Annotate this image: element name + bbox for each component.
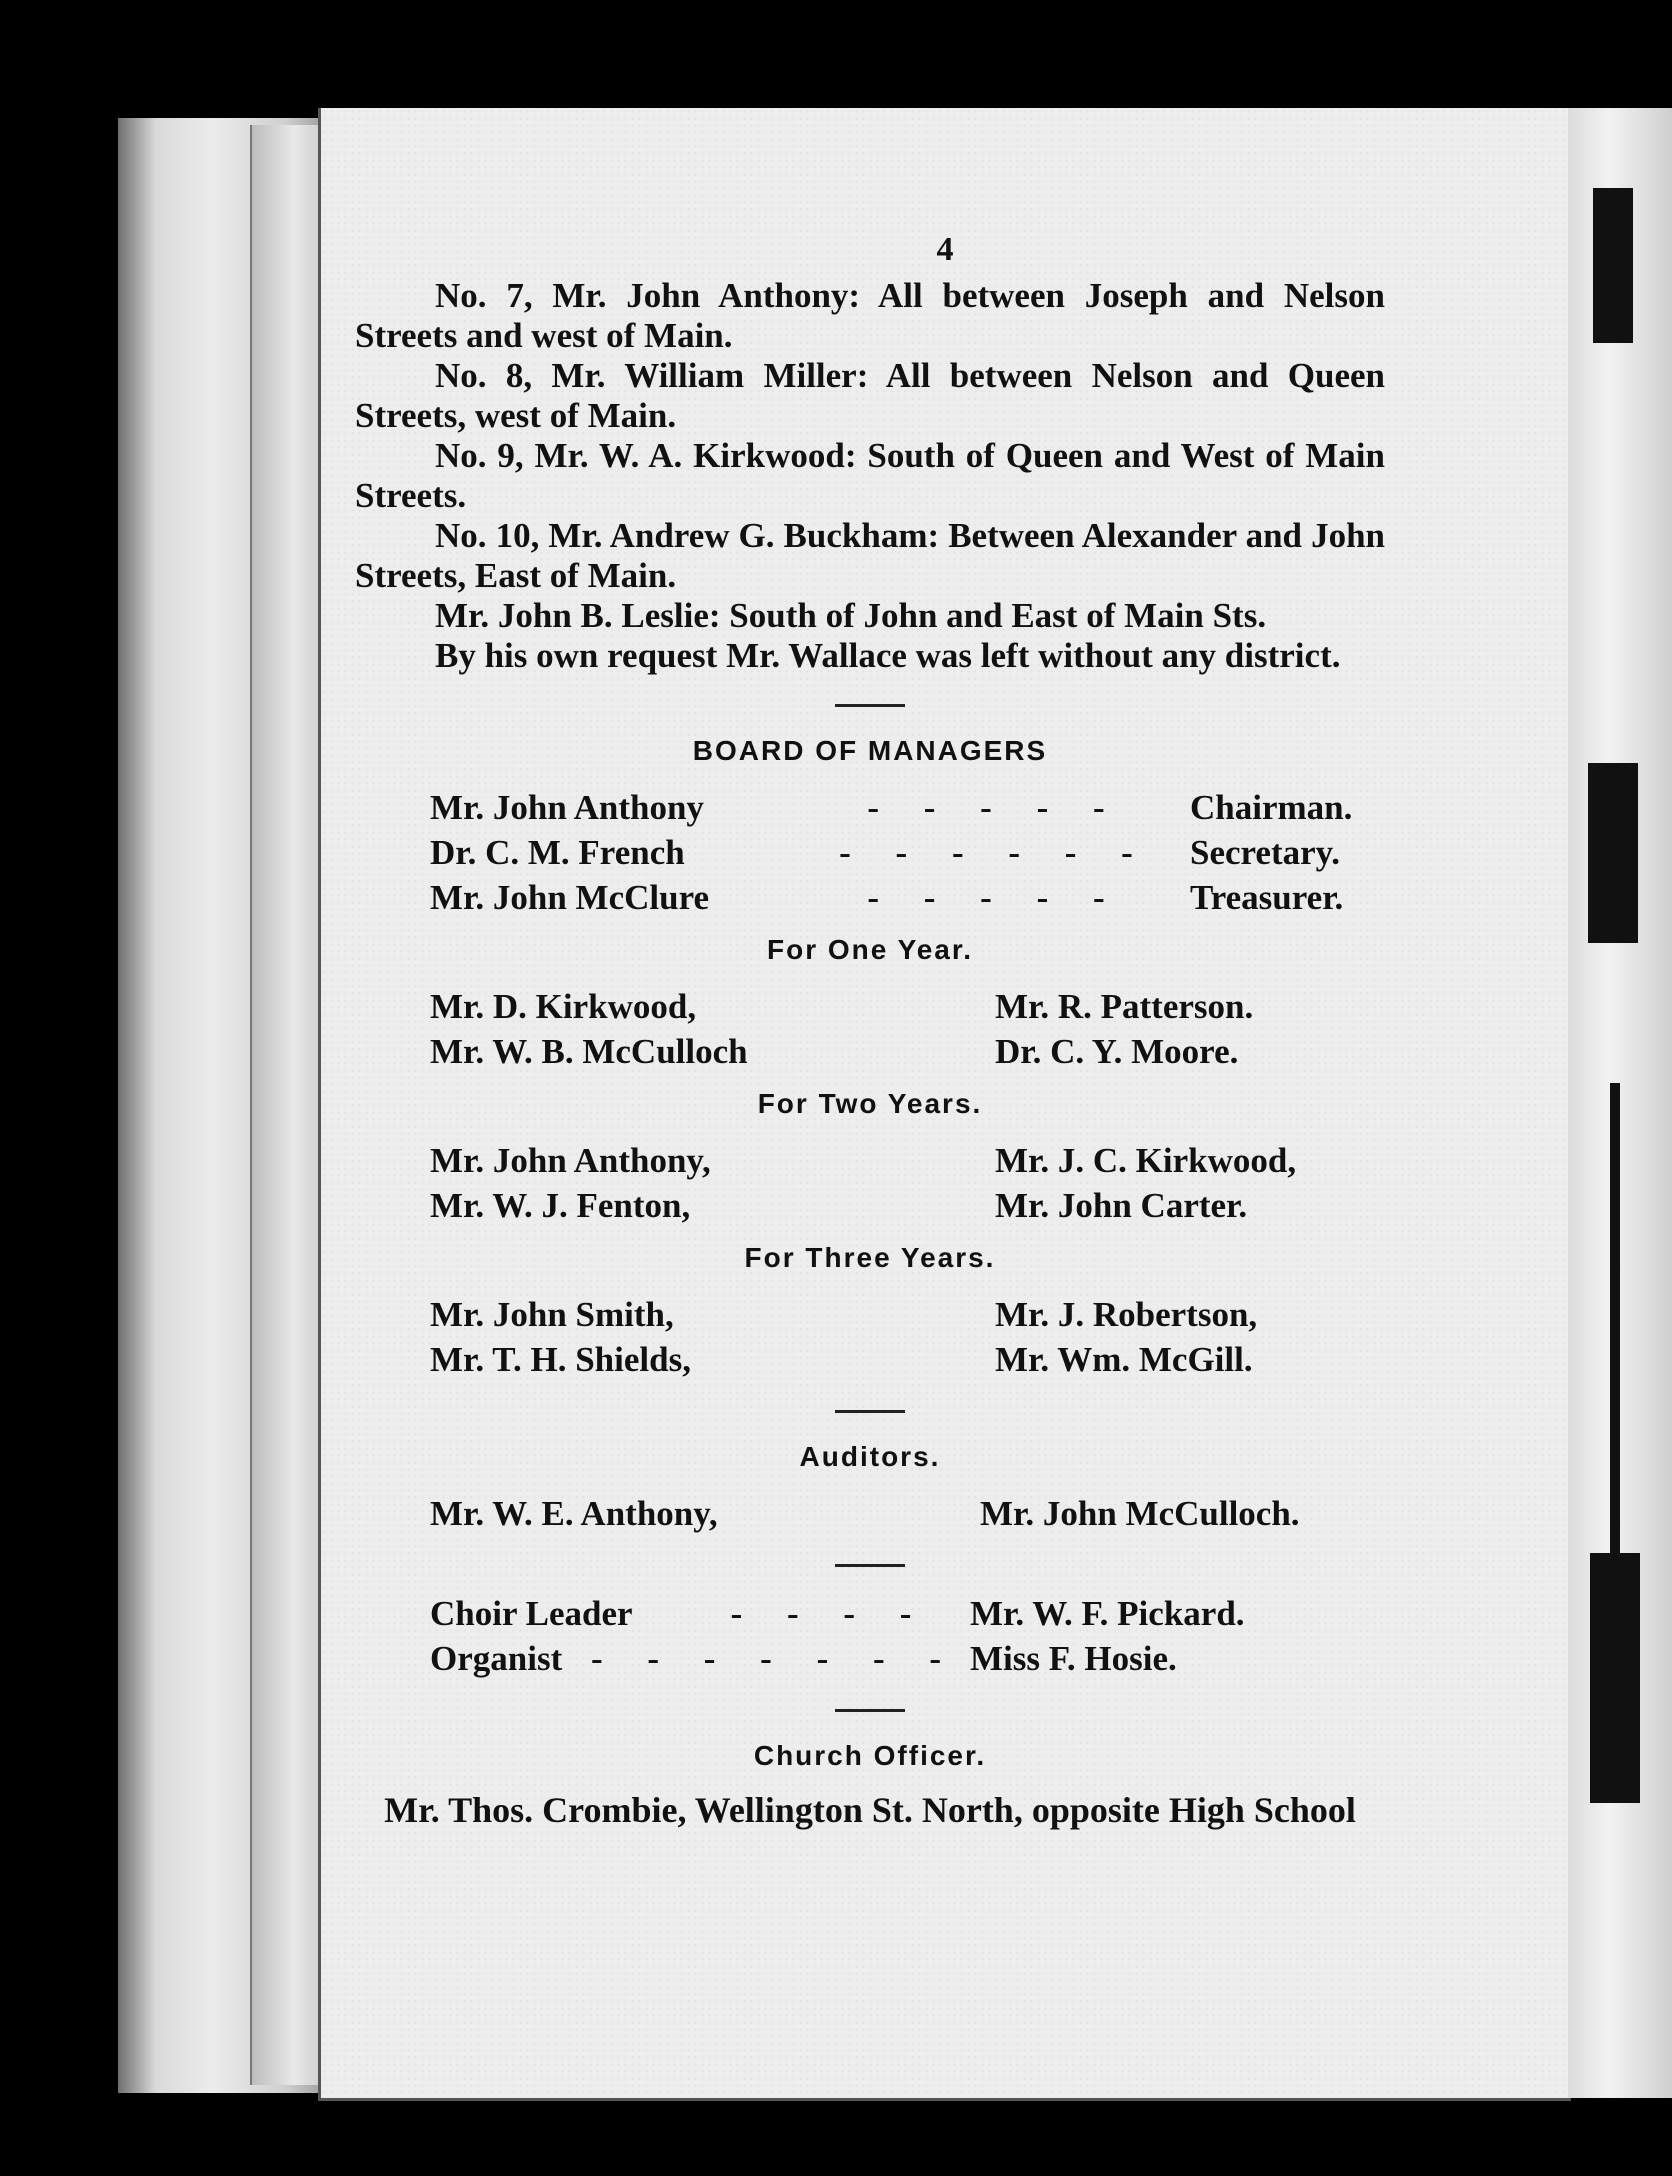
page-content xyxy=(355,230,1385,1830)
member-name: Mr. D. Kirkwood, xyxy=(430,987,697,1026)
leader-dots: - - - - xyxy=(730,1594,930,1633)
binding-tab xyxy=(1593,188,1633,343)
leader-dots: - - - - - xyxy=(867,878,1123,917)
member-name: Mr. J. C. Kirkwood, xyxy=(995,1141,1297,1180)
officer-name: Mr. John McClure xyxy=(430,878,710,917)
member-name: Mr. J. Robertson, xyxy=(995,1295,1258,1334)
officer-role: Chairman. xyxy=(1190,788,1353,827)
book-right-edge xyxy=(1568,108,1672,2098)
section-divider xyxy=(835,1410,905,1413)
auditor-row xyxy=(430,1491,1385,1536)
member-name: Mr. John Carter. xyxy=(995,1186,1248,1225)
auditor-name: Mr. John McCulloch. xyxy=(980,1494,1300,1533)
leader-dots: - - - - - xyxy=(867,788,1123,827)
term-heading: For Three Years. xyxy=(744,1242,996,1273)
district-paragraph: Mr. John B. Leslie: South of John and East of Main Sts. xyxy=(435,596,1267,635)
member-row xyxy=(430,1138,1385,1183)
district-paragraph: No. 10, Mr. Andrew G. Buckham: Between Alexander and John Streets, East of Main. xyxy=(355,516,1385,595)
church-officer-heading: Church Officer. xyxy=(753,1740,987,1771)
district-paragraph: No. 7, Mr. John Anthony: All between Joseph and Nelson Streets and west of Main. xyxy=(355,276,1385,355)
member-name: Mr. W. J. Fenton, xyxy=(430,1186,691,1225)
section-divider xyxy=(835,1564,905,1567)
music-role: Choir Leader xyxy=(430,1594,633,1633)
member-row xyxy=(430,1337,1385,1382)
binding-tab xyxy=(1610,1083,1620,1583)
auditors-heading: Auditors. xyxy=(799,1441,941,1472)
member-row xyxy=(430,1029,1385,1074)
officer-row xyxy=(430,785,1385,830)
board-heading: BOARD OF MANAGERS xyxy=(692,735,1048,766)
book-inner-fold xyxy=(250,125,322,2085)
binding-tab xyxy=(1588,763,1638,943)
music-row xyxy=(430,1591,1385,1636)
member-row xyxy=(430,1183,1385,1228)
music-name: Miss F. Hosie. xyxy=(970,1639,1177,1678)
officer-row xyxy=(430,875,1385,920)
member-row xyxy=(430,1292,1385,1337)
binding-tab xyxy=(1590,1553,1640,1803)
section-divider xyxy=(835,1709,905,1712)
music-row xyxy=(430,1636,1385,1681)
member-name: Mr. W. B. McCulloch xyxy=(430,1032,748,1071)
officer-role: Secretary. xyxy=(1190,833,1340,872)
officer-row xyxy=(430,830,1385,875)
member-row xyxy=(430,984,1385,1029)
district-paragraph: No. 8, Mr. William Miller: All between Nelson and Queen Streets, west of Main. xyxy=(355,356,1385,435)
member-name: Mr. John Anthony, xyxy=(430,1141,711,1180)
member-name: Mr. John Smith, xyxy=(430,1295,674,1334)
church-officer-text: Mr. Thos. Crombie, Wellington St. North, opposite High School xyxy=(384,1790,1356,1830)
leader-dots: - - - - - - xyxy=(839,833,1151,872)
term-heading: For Two Years. xyxy=(757,1088,983,1119)
officer-role: Treasurer. xyxy=(1190,878,1344,917)
district-paragraph: By his own request Mr. Wallace was left without any district. xyxy=(435,636,1341,675)
member-name: Dr. C. Y. Moore. xyxy=(995,1032,1239,1071)
officer-name: Dr. C. M. French xyxy=(430,833,685,872)
officer-name: Mr. John Anthony xyxy=(430,788,704,827)
member-name: Mr. R. Patterson. xyxy=(995,987,1254,1026)
page-number: 4 xyxy=(936,231,954,268)
district-paragraph: No. 9, Mr. W. A. Kirkwood: South of Queen and West of Main Streets. xyxy=(355,436,1385,515)
music-name: Mr. W. F. Pickard. xyxy=(970,1594,1245,1633)
term-heading: For One Year. xyxy=(766,934,974,965)
auditor-name: Mr. W. E. Anthony, xyxy=(430,1494,718,1533)
member-name: Mr. T. H. Shields, xyxy=(430,1340,691,1379)
section-divider xyxy=(835,704,905,707)
leader-dots: - - - - - - - xyxy=(590,1639,960,1678)
music-role: Organist xyxy=(430,1639,563,1678)
member-name: Mr. Wm. McGill. xyxy=(995,1340,1253,1379)
